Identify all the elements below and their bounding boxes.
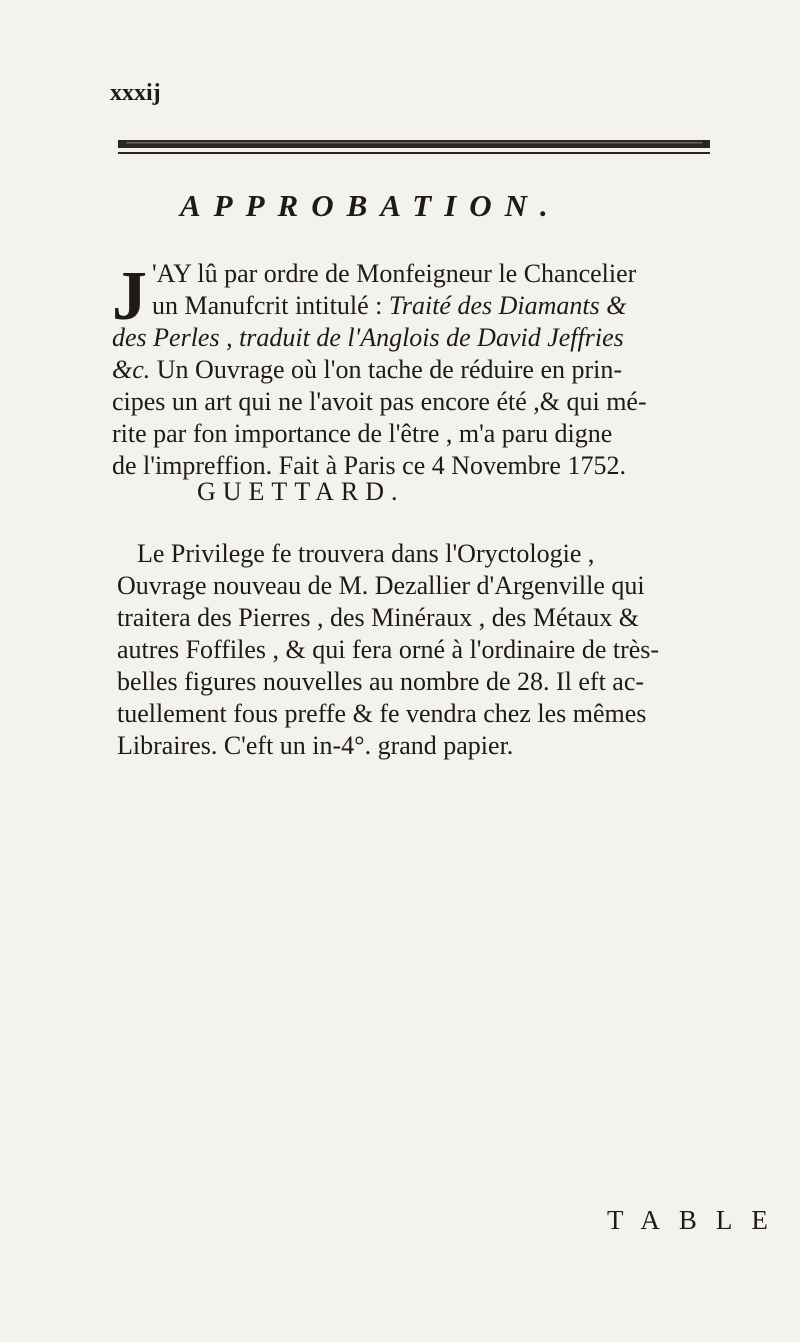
approbation-line	[112, 354, 622, 386]
approbation-heading: APPROBATION.	[180, 188, 561, 223]
book-title: Traité des Diamants &	[388, 291, 627, 320]
page-number: xxxij	[110, 80, 161, 106]
approbation-line: rite par fon importance de l'être , m'a paru digne	[112, 419, 613, 448]
approbation-line: de l'impreffion. Fait à Paris ce 4 Novembre 1752.	[112, 451, 626, 480]
drop-cap: J	[112, 258, 147, 335]
approbation-line: cipes un art qui ne l'avoit pas encore été ,& qui mé-	[112, 387, 647, 416]
privilege-line: tuellement fous preffe & fe vendra chez les mêmes	[117, 699, 647, 728]
ornament-rule	[118, 140, 710, 160]
privilege-line: traitera des Pierres , des Minéraux , des Métaux &	[117, 603, 640, 632]
signature: GUETTARD.	[197, 477, 405, 506]
approbation-line-text: un Manufcrit intitulé :	[152, 291, 383, 320]
catchword: TABLE	[607, 1205, 787, 1235]
privilege-line: belles figures nouvelles au nombre de 28. Il eft ac-	[117, 667, 645, 696]
approbation-line: des Perles , traduit de l'Anglois de David Jeffries	[112, 323, 624, 352]
privilege-line: Ouvrage nouveau de M. Dezallier d'Argenville qui	[117, 571, 645, 600]
approbation-line	[152, 290, 626, 322]
approbation-line: 'AY lû par ordre de Monfeigneur le Chancelier	[152, 259, 637, 288]
privilege-line: Le Privilege fe trouvera dans l'Oryctologie ,	[137, 539, 595, 568]
etc-abbrev: &c.	[112, 355, 151, 384]
privilege-line: Libraires. C'eft un in-4°. grand papier.	[117, 731, 514, 760]
privilege-line: autres Foffiles , & qui fera orné à l'ordinaire de très-	[117, 635, 660, 664]
approbation-line-text: Un Ouvrage où l'on tache de réduire en prin-	[150, 355, 623, 384]
